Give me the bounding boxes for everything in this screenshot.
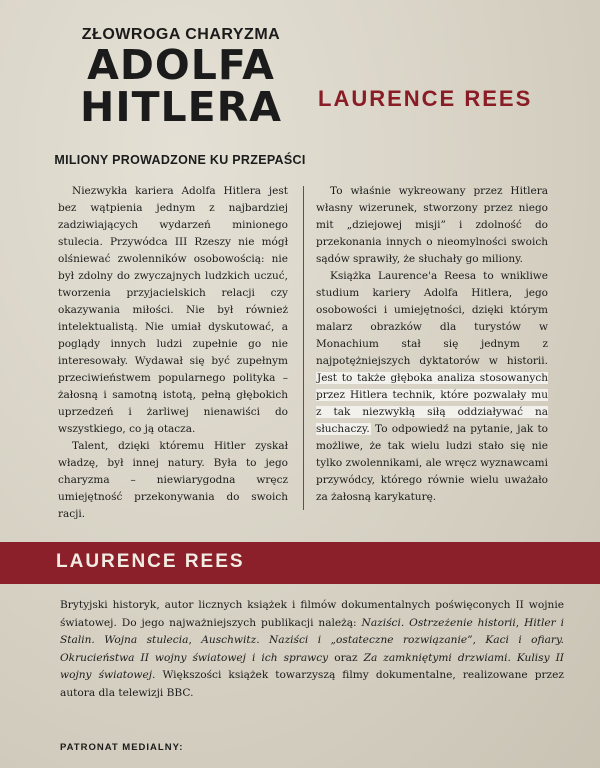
book-reference: Auschwitz. Naziści i „ostateczne rozwiązanie” (201, 634, 473, 647)
book-title (56, 41, 306, 131)
left-paragraph-1: Niezwykła kariera Adolfa Hitlera jest bez wątpienia jednym z najbardziej zadziwiających wydarzeń minionego stulecia. Przywódca III Rzeszy nie mógł olśniewać zwolenników osobowością: nie był zdolny do zwyczajnych ludzkich uczuć, tworzenia przyjacielskich relacji czy okazywania miłości. Nie był również intelektualistą. Nie umiał dyskutować, a poglądy innych ludzi zupełnie go nie interesowały. Wydawał się być zupełnym przeciwieństwem popularnego polityka – żałosną i samotną istotą, pełną głębokich uprzedzeń i żarliwej nienawiści do wszystkiego, co ją otacza. (58, 185, 288, 435)
left-column (58, 183, 288, 523)
author-name-top: LAURENCE REES (318, 86, 533, 111)
book-reference: Kaci i ofiary. Okrucieństwa II wojny światowej i ich sprawcy (60, 634, 564, 664)
book-reference: Hitler i Stalin. Wojna stulecia (60, 616, 564, 647)
bio-text: , (188, 634, 202, 647)
right-column (316, 183, 548, 506)
bio-text: . Większości książek towarzyszą filmy dokumentalne, realizowane przez autora dla telewizji BBC. (60, 669, 564, 699)
author-bio (60, 597, 564, 703)
bio-text: , (472, 634, 486, 647)
column-divider (303, 186, 304, 510)
book-reference: Za zamkniętymi drzwiami. Kulisy II wojny światowej (60, 651, 564, 682)
bio-text: Brytyjski historyk, autor licznych książek i filmów dokumentalnych poświęconych II wojnie światowej. Do jego najważniejszych publikacji należą: (60, 599, 564, 629)
subtitle-bottom: MILIONY PROWADZONE KU PRZEPAŚCI (54, 153, 306, 167)
right-paragraph-2-start: Książka Laurence'a Reesa to wnikliwe studium kariery Adolfa Hitlera, jego osobowości i umiejętności, dzięki którym malarz obrazków dla turystów w Monachium stał się jednym z najpotężniejszych dyktatorów w historii. (316, 270, 548, 367)
right-paragraph-1: To właśnie wykreowany przez Hitlera własny wizerunek, stworzony przez niego mit „dziejowej misji” i zdolność do przekonania innych o nieomylności swoich sądów sprawiły, że słuchały go miliony. (316, 185, 548, 265)
book-reference: Naziści. Ostrzeżenie historii (361, 616, 516, 629)
media-patronage-label: PATRONAT MEDIALNY: (60, 742, 184, 753)
banner-author-name: LAURENCE REES (56, 551, 245, 572)
title-line-2: HITLERA (80, 83, 282, 131)
right-paragraph-2-end: To odpowiedź na pytanie, jak to możliwe, że tak wielu ludzi stało się nie tylko zwolennikami, ale wręcz wyznawcami przywódcy, którego równie wielu uważało za żałosną karykaturę. (316, 423, 548, 503)
subtitle-top: ZŁOWROGA CHARYZMA (81, 26, 281, 43)
bio-text: , (515, 616, 525, 629)
title-line-1: ADOLFA (87, 41, 275, 89)
left-paragraph-2: Talent, dzięki któremu Hitler zyskał władzę, był innej natury. Była to jego charyzma – niewiarygodna wręcz umiejętność przekonywania do swoich racji. (58, 440, 288, 520)
bio-text: oraz (328, 651, 364, 664)
right-paragraph-2 (316, 268, 548, 506)
highlighted-text: Jest to także głęboka analiza stosowanych przez Hitlera technik, które pozwalały mu z tak niezwykłą siłą oddziaływać na słuchaczy. (316, 372, 548, 435)
